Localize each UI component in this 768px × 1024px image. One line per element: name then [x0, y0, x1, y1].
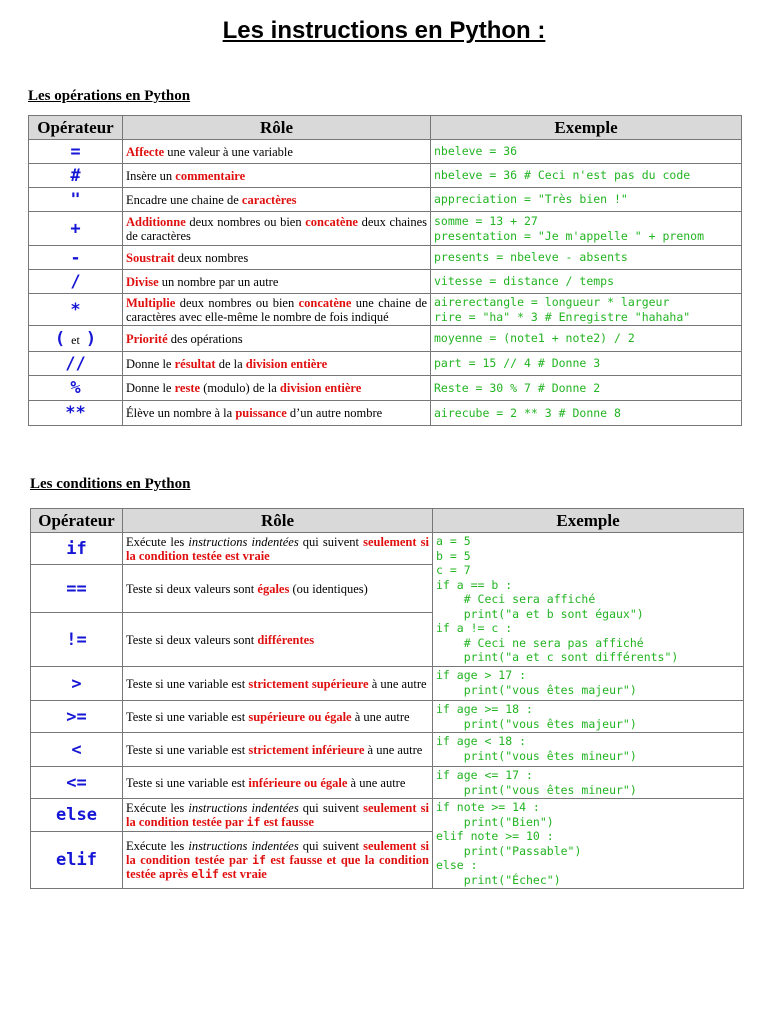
- example-code: moyenne = (note1 + note2) / 2: [431, 326, 742, 352]
- example-code: if age > 17 : print("vous êtes majeur"): [433, 667, 744, 701]
- operator-cell: if: [31, 533, 123, 565]
- role-text-part: seulement si la condition testée par: [126, 839, 429, 867]
- operator-cell: [29, 401, 123, 426]
- role-text-part: Multiplie: [126, 295, 176, 310]
- role-text-part: deux nombres ou bien: [185, 214, 306, 229]
- operator-symbol: -: [70, 247, 81, 268]
- operator-cell: >: [31, 667, 123, 701]
- role-cell: [123, 733, 433, 767]
- example-code: if note >= 14 : print("Bien") elif note >= 10 : print("Passable") else : print("Échec"): [433, 799, 744, 889]
- example-code: nbeleve = 36: [431, 140, 742, 164]
- example-code: if age <= 17 : print("vous êtes mineur"): [433, 767, 744, 799]
- role-text-part: division entière: [279, 381, 362, 395]
- role-text-part: est fausse et que la condition testée après: [126, 853, 429, 881]
- role-cell: [123, 352, 431, 376]
- table-row: [29, 164, 742, 188]
- operator-cell: [29, 212, 123, 246]
- role-text-part: Donne le: [126, 356, 175, 371]
- role-text-part: deux nombres: [174, 250, 249, 265]
- role-text-part: Insère un: [126, 168, 176, 183]
- role-cell: [123, 270, 431, 294]
- role-text-part: des opérations: [167, 331, 243, 346]
- role-text-part: Exécute les: [126, 839, 189, 853]
- role-text-part: strictement inférieure: [248, 742, 365, 757]
- role-cell: [123, 188, 431, 212]
- role-text-part: Teste si deux valeurs sont: [126, 632, 258, 647]
- example-code: somme = 13 + 27 presentation = "Je m'appelle " + prenom: [431, 212, 742, 246]
- operator-symbol: //: [65, 353, 86, 374]
- operator-symbol: **: [65, 403, 86, 423]
- table-row: [29, 294, 742, 326]
- role-text-part: (ou identiques): [289, 581, 368, 596]
- operator-cell: [29, 188, 123, 212]
- example-code: appreciation = "Très bien !": [431, 188, 742, 212]
- conditions-table: [30, 508, 744, 889]
- section-title-conditions: Les conditions en Python: [30, 476, 191, 492]
- role-cell: [123, 376, 431, 401]
- table-row: [29, 376, 742, 401]
- operator-cell: ==: [31, 565, 123, 613]
- role-text-part: résultat: [174, 356, 216, 371]
- header-operateur: Opérateur: [29, 116, 123, 140]
- example-code: Reste = 30 % 7 # Donne 2: [431, 376, 742, 401]
- header-role: Rôle: [123, 116, 431, 140]
- role-cell: [123, 246, 431, 270]
- table-row: [29, 246, 742, 270]
- operator-cell: [29, 376, 123, 401]
- page-title: Les instructions en Python :: [222, 17, 546, 44]
- operator-cell: elif: [31, 832, 123, 889]
- role-text-part: inférieure ou égale: [248, 775, 348, 790]
- role-text-part: Encadre une chaine de: [126, 192, 242, 207]
- role-cell: [123, 767, 433, 799]
- table-row: [29, 270, 742, 294]
- table-row: [29, 326, 742, 352]
- example-code: part = 15 // 4 # Donne 3: [431, 352, 742, 376]
- header-role: Rôle: [123, 509, 433, 533]
- role-text-part: Priorité: [126, 331, 168, 346]
- role-text-part: qui suivent: [298, 801, 364, 815]
- role-text-part: seulement si la condition testée par: [126, 801, 429, 829]
- role-text-part: reste: [174, 381, 201, 395]
- role-cell: [123, 667, 433, 701]
- role-text-part: if: [246, 815, 261, 829]
- header-exemple: Exemple: [431, 116, 742, 140]
- table-row: [31, 667, 744, 701]
- operator-cell: else: [31, 799, 123, 832]
- operator-cell: [29, 326, 123, 352]
- operator-cell: [29, 164, 123, 188]
- role-text-part: puissance: [235, 406, 287, 420]
- role-text-part: supérieure ou égale: [248, 709, 352, 724]
- role-text-part: à une autre: [368, 676, 427, 691]
- role-text-part: instructions indentées: [188, 801, 299, 815]
- role-text-part: un nombre par un autre: [158, 274, 279, 289]
- table-row: [29, 352, 742, 376]
- role-cell: [123, 212, 431, 246]
- table-header-row: [31, 509, 744, 533]
- role-text-part: elif: [191, 867, 219, 881]
- role-text-part: qui suivent: [298, 839, 364, 853]
- role-text-part: une valeur à une variable: [164, 144, 293, 159]
- role-text-part: concatène: [305, 214, 358, 229]
- role-text-part: instructions indentées: [188, 534, 299, 549]
- role-cell: [123, 294, 431, 326]
- example-code: nbeleve = 36 # Ceci n'est pas du code: [431, 164, 742, 188]
- operator-cell: <: [31, 733, 123, 767]
- operator-symbol: %: [70, 378, 81, 398]
- example-code: airecube = 2 ** 3 # Donne 8: [431, 401, 742, 426]
- role-cell: [123, 140, 431, 164]
- operator-symbol: =: [70, 141, 81, 162]
- role-text-part: une chaine de caractères avec elle-même le nombre de fois indiqué: [126, 295, 427, 324]
- table-header-row: [29, 116, 742, 140]
- role-cell: [123, 701, 433, 733]
- role-text-part: deux nombres ou bien: [175, 295, 299, 310]
- role-text-part: caractères: [241, 192, 297, 207]
- role-text-part: est fausse: [260, 815, 314, 829]
- role-text-part: à une autre: [351, 709, 410, 724]
- role-cell: [123, 565, 433, 613]
- role-text-part: Élève un nombre à la: [126, 406, 236, 420]
- table-row: [29, 188, 742, 212]
- table-row: [31, 767, 744, 799]
- table-row: [31, 701, 744, 733]
- role-text-part: division entière: [245, 356, 328, 371]
- role-text-part: différentes: [257, 632, 315, 647]
- table-row: [29, 140, 742, 164]
- operator-symbol: ": [70, 189, 81, 210]
- operator-symbol: *: [70, 299, 81, 320]
- operations-table: [28, 115, 742, 426]
- role-text-part: Exécute les: [126, 534, 189, 549]
- table-row: [29, 212, 742, 246]
- example-code: if age < 18 : print("vous êtes mineur"): [433, 733, 744, 767]
- role-text-part: Teste si une variable est: [126, 775, 249, 790]
- operator-symbol: +: [70, 218, 81, 239]
- example-code: if age >= 18 : print("vous êtes majeur"): [433, 701, 744, 733]
- role-text-part: à une autre: [347, 775, 406, 790]
- role-text-part: strictement supérieure: [248, 676, 369, 691]
- role-cell: [123, 832, 433, 889]
- operator-cell: [29, 140, 123, 164]
- header-operateur: Opérateur: [31, 509, 123, 533]
- operator-symbol: #: [70, 165, 81, 186]
- role-text-part: Donne le: [126, 381, 175, 395]
- operator-cell: <=: [31, 767, 123, 799]
- example-code: a = 5 b = 5 c = 7 if a == b : # Ceci sera affiché print("a et b sont égaux") if a != c : # Ceci ne sera pas affiché print("a et c sont différents"): [433, 533, 744, 667]
- operator-symbol: /: [70, 271, 81, 292]
- header-exemple: Exemple: [433, 509, 744, 533]
- role-cell: [123, 164, 431, 188]
- role-text-part: Teste si une variable est: [126, 676, 249, 691]
- role-text-part: instructions indentées: [188, 839, 299, 853]
- role-text-part: Affecte: [126, 144, 165, 159]
- operator-symbol: (: [54, 328, 66, 349]
- table-row: [31, 799, 744, 832]
- role-text-part: commentaire: [175, 168, 246, 183]
- role-text-part: de la: [215, 356, 246, 371]
- role-text-part: Divise: [126, 274, 159, 289]
- table-row: [29, 401, 742, 426]
- table-row: [31, 733, 744, 767]
- role-text-part: deux chaines de caractères: [126, 214, 428, 243]
- section-title-operations: Les opérations en Python: [28, 88, 191, 104]
- role-text-part: concatène: [298, 295, 352, 310]
- example-code: airerectangle = longueur * largeur rire = "ha" * 3 # Enregistre "hahaha": [431, 294, 742, 326]
- role-text-part: Teste si deux valeurs sont: [126, 581, 258, 596]
- role-text-part: Soustrait: [126, 250, 175, 265]
- role-cell: [123, 401, 431, 426]
- example-code: vitesse = distance / temps: [431, 270, 742, 294]
- role-text-part: Additionne: [126, 214, 186, 229]
- role-text-part: Teste si une variable est: [126, 742, 249, 757]
- role-cell: [123, 533, 433, 565]
- role-text-part: est vraie: [218, 867, 267, 881]
- operator-cell: [29, 294, 123, 326]
- operator-cell: !=: [31, 613, 123, 667]
- role-text-part: qui suivent: [298, 534, 364, 549]
- example-code: presents = nbeleve - absents: [431, 246, 742, 270]
- role-cell: [123, 799, 433, 832]
- role-text-part: égales: [257, 581, 290, 596]
- role-text-part: Teste si une variable est: [126, 709, 249, 724]
- role-text-part: Exécute les: [126, 801, 189, 815]
- operator-cell: >=: [31, 701, 123, 733]
- operator-conjunction: et: [71, 332, 80, 347]
- operator-cell: [29, 270, 123, 294]
- table-row: [31, 533, 744, 565]
- role-text-part: (modulo) de la: [200, 381, 280, 395]
- operator-symbol: ): [85, 328, 97, 349]
- role-text-part: if: [252, 853, 266, 867]
- operator-cell: [29, 352, 123, 376]
- role-text-part: d’un autre nombre: [286, 406, 383, 420]
- role-cell: [123, 326, 431, 352]
- role-text-part: à une autre: [364, 742, 423, 757]
- role-text-part: seulement si la condition testée est vraie: [126, 534, 429, 563]
- role-cell: [123, 613, 433, 667]
- operator-cell: [29, 246, 123, 270]
